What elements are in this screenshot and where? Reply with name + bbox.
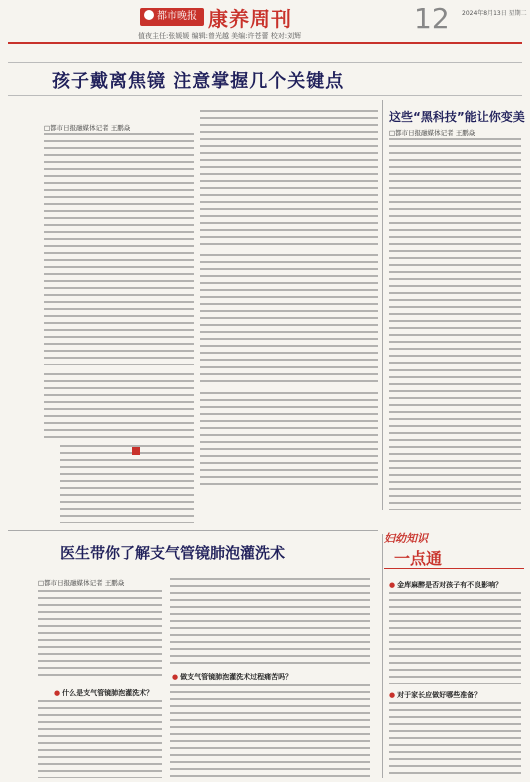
- column-divider: [382, 100, 383, 510]
- section-brand: 康养周刊: [208, 7, 292, 31]
- headline-band: [8, 62, 522, 96]
- side-text-column: [389, 138, 521, 510]
- main-text-column-2: [200, 110, 378, 246]
- logo-icon: [144, 10, 154, 20]
- bullet-icon: ●: [172, 673, 179, 681]
- lower-byline: □都市日报融媒体记者 王鹏焱: [38, 579, 125, 587]
- lower-headline: 医生带你了解支气管镜肺泡灌洗术: [60, 544, 286, 562]
- main-headline: 孩子戴离焦镜 注意掌握几个关键点: [52, 71, 345, 92]
- main-text-column-2c: [200, 392, 378, 488]
- main-text-column-1c: [60, 445, 194, 523]
- lower-question-2: [172, 672, 292, 682]
- lower-column-divider: [382, 534, 383, 778]
- logo-badge: [140, 8, 204, 26]
- pull-quote-marker: [132, 447, 140, 455]
- staff-credits: 值夜主任:张媛媛 编辑:曾光越 美编:许苍蕾 校对:刘辉: [138, 32, 302, 40]
- side-question-4-text: 对于家长应做好哪些准备？: [397, 691, 482, 699]
- side-question-3-text: 金库麻醉是否对孩子有不良影响？: [397, 581, 503, 589]
- main-text-column-2b: [200, 254, 378, 384]
- page-number: 12: [414, 2, 450, 35]
- issue-date: 2024年8月13日 星期二: [462, 10, 527, 17]
- side-question-4: [389, 690, 481, 700]
- column-badge-bottom: 一点通: [394, 549, 443, 568]
- lower-text-column-1b: [38, 700, 162, 778]
- lower-text-column-2b: [170, 684, 370, 778]
- bullet-icon: ●: [54, 689, 61, 697]
- lower-question-1-text: 什么是支气管镜肺泡灌洗术？: [62, 689, 154, 697]
- lower-text-column-1: [38, 590, 162, 680]
- lower-text-column-2: [170, 578, 370, 666]
- header-rule: [8, 42, 522, 44]
- column-badge: [384, 530, 468, 568]
- side-question-3: [389, 580, 502, 590]
- lower-question-1: [54, 688, 153, 698]
- column-badge-top: 妇幼知识: [384, 532, 428, 545]
- main-text-column-1b: [44, 373, 194, 441]
- main-text-column-1: [44, 133, 194, 365]
- side-lower-text-1: [389, 592, 521, 684]
- masthead: [0, 0, 530, 44]
- logo-label: 都市晚报: [157, 11, 197, 22]
- bullet-icon: ●: [389, 581, 396, 589]
- side-lower-text-2: [389, 702, 521, 778]
- bullet-icon: ●: [389, 691, 396, 699]
- section-divider: [8, 530, 378, 531]
- lower-question-2-text: 做支气管镜肺泡灌洗术过程痛苦吗？: [180, 673, 293, 681]
- side-byline: □都市日报融媒体记者 王鹏焱: [389, 129, 476, 137]
- side-headline: 这些“黑科技”能让你变美: [389, 110, 525, 124]
- column-badge-rule: [384, 568, 524, 569]
- main-byline: □都市日报融媒体记者 王鹏焱: [44, 124, 131, 132]
